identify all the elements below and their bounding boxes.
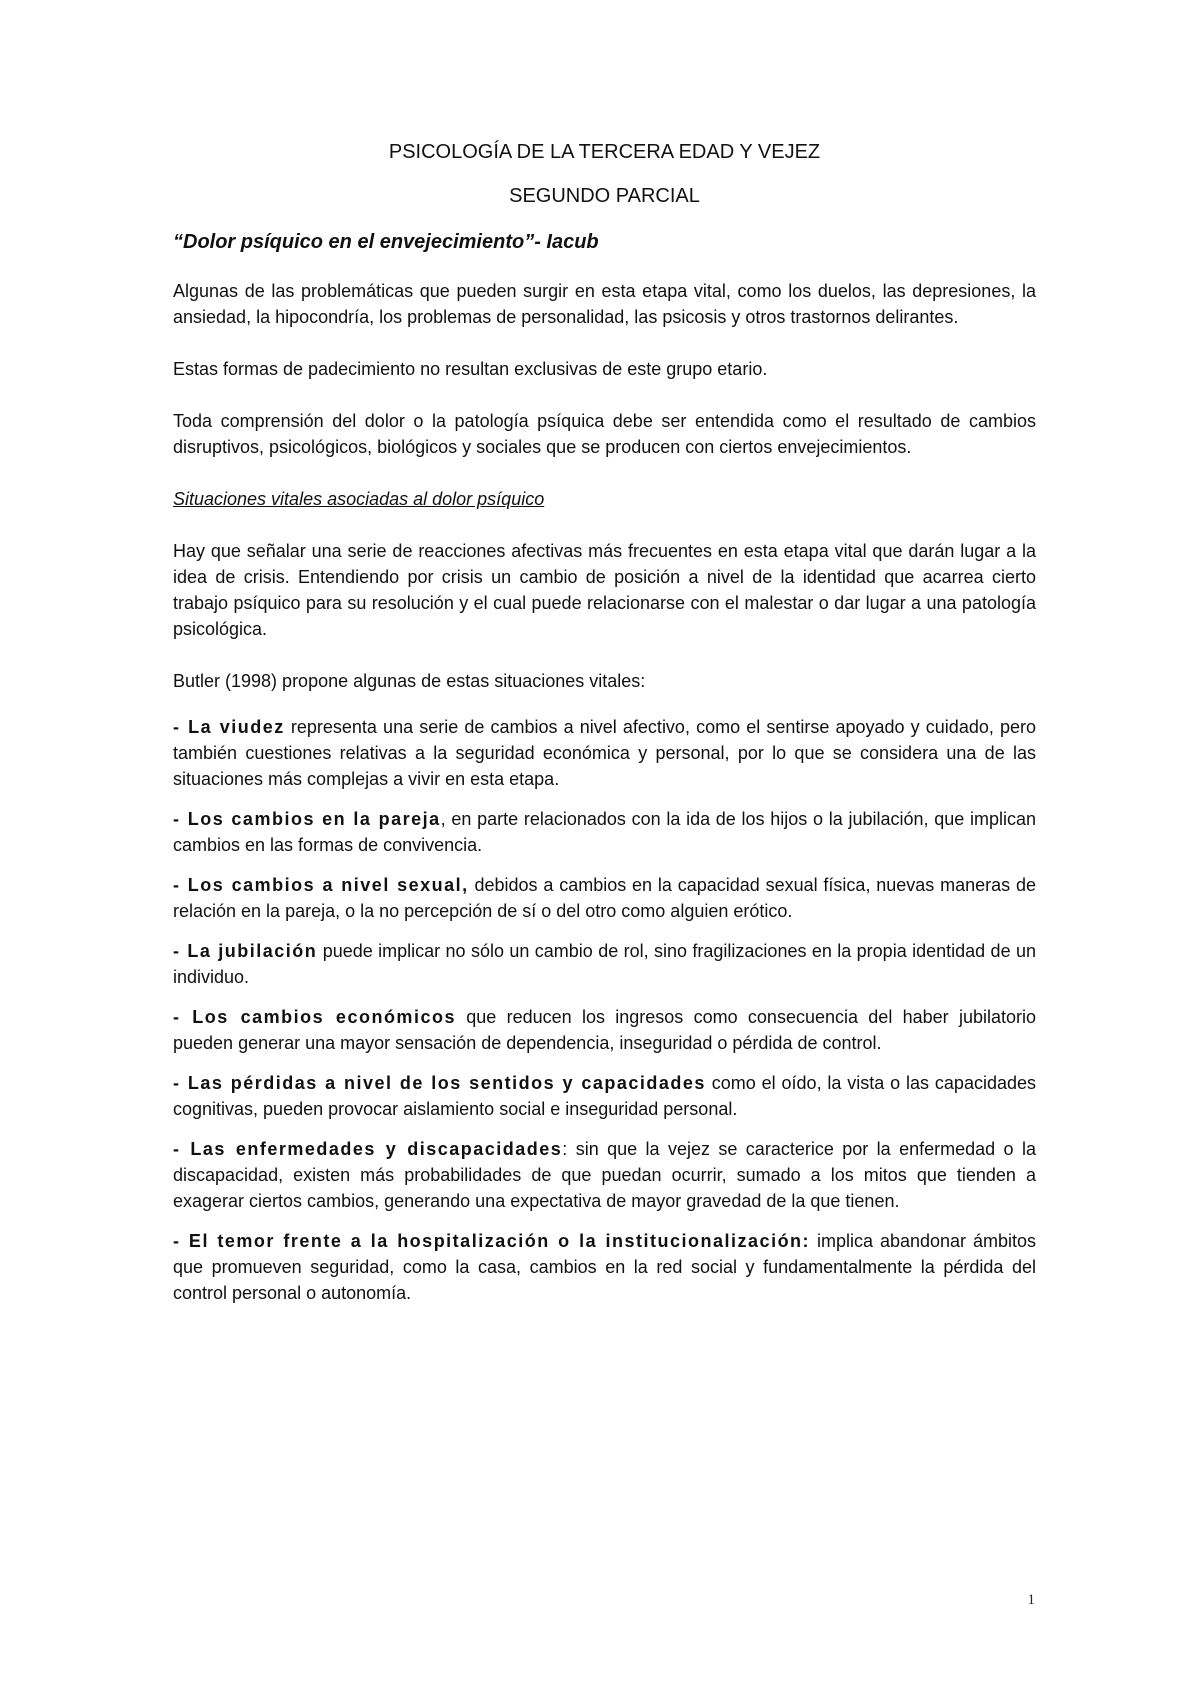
situation-text: , en parte relacionados con la ida de los hijos o la jubilación, que implican cambios en las formas de convivencia.	[173, 809, 1036, 855]
reading-title: “Dolor psíquico en el envejecimiento”- Iacub	[173, 231, 599, 253]
situation-term: - Los cambios económicos	[173, 1007, 456, 1027]
situation-text: debidos a cambios en la capacidad sexual física, nuevas maneras de relación en la pareja, o la no percepción de sí o del otro como alguien erótico.	[173, 875, 1036, 921]
situation-text: representa una serie de cambios a nivel afectivo, como el sentirse apoyado y cuidado, pero también cuestiones relativas a la seguridad económica y personal, por lo que se considera una de las situaciones más complejas a vivir en esta etapa.	[173, 717, 1036, 789]
document-page	[173, 140, 1036, 1320]
situation-item-economicos	[173, 1004, 1036, 1056]
situation-text: implica abandonar ámbitos que promueven seguridad, como la casa, cambios en la red social y fundamentalmente la pérdida del control personal o autonomía.	[173, 1231, 1037, 1303]
document-subtitle: SEGUNDO PARCIAL	[509, 185, 700, 207]
situation-term: - Los cambios en la pareja	[173, 809, 441, 829]
situation-item-pareja	[173, 806, 1036, 858]
situation-term: - Las pérdidas a nivel de los sentidos y capacidades	[173, 1073, 706, 1093]
situation-text: como el oído, la vista o las capacidades cognitivas, pueden provocar aislamiento social e inseguridad personal.	[173, 1073, 1036, 1119]
situation-term: - El temor frente a la hospitalización o la institucionalización:	[173, 1231, 811, 1251]
situation-item-jubilacion	[173, 938, 1036, 990]
situation-text: puede implicar no sólo un cambio de rol, sino fragilizaciones en la propia identidad de un individuo.	[173, 941, 1036, 987]
situation-item-sexual	[173, 872, 1036, 924]
page-number: 1	[1027, 1592, 1035, 1608]
intro-paragraph-1: Algunas de las problemáticas que pueden surgir en esta etapa vital, como los duelos, las depresiones, la ansiedad, la hipocondría, los problemas de personalidad, las psicosis y otros trastornos delirantes.	[173, 281, 1036, 327]
situation-term: - La jubilación	[173, 941, 318, 961]
intro-paragraph-3: Toda comprensión del dolor o la patología psíquica debe ser entendida como el resultado de cambios disruptivos, psicológicos, biológicos y sociales que se producen con ciertos envejecimientos.	[173, 411, 1036, 457]
situation-term: - Las enfermedades y discapacidades	[173, 1139, 563, 1159]
situation-item-sentidos	[173, 1070, 1036, 1122]
situation-term: - Los cambios a nivel sexual,	[173, 875, 469, 895]
situation-term: - La viudez	[173, 717, 285, 737]
situation-item-hospitalizacion	[173, 1228, 1036, 1306]
situation-item-viudez	[173, 714, 1036, 792]
section-paragraph-2: Butler (1998) propone algunas de estas situaciones vitales:	[173, 671, 646, 691]
situation-item-enfermedades	[173, 1136, 1036, 1214]
section-heading: Situaciones vitales asociadas al dolor psíquico	[173, 489, 545, 509]
situation-text: : sin que la vejez se caracterice por la enfermedad o la discapacidad, existen más probabilidades de que puedan ocurrir, sumado a los mitos que tienden a exagerar ciertos cambios, generando una expectativa de mayor gravedad de la que tienen.	[173, 1139, 1036, 1211]
document-title: PSICOLOGÍA DE LA TERCERA EDAD Y VEJEZ	[388, 141, 821, 163]
situation-text: que reducen los ingresos como consecuencia del haber jubilatorio pueden generar una mayor sensación de dependencia, inseguridad o pérdida de control.	[173, 1007, 1037, 1053]
section-paragraph-1: Hay que señalar una serie de reacciones afectivas más frecuentes en esta etapa vital que darán lugar a la idea de crisis. Entendiendo por crisis un cambio de posición a nivel de la identidad que acarrea cierto trabajo psíquico para su resolución y el cual puede relacionarse con el malestar o dar lugar a una patología psicológica.	[173, 541, 1036, 639]
intro-paragraph-2: Estas formas de padecimiento no resultan exclusivas de este grupo etario.	[173, 359, 768, 379]
